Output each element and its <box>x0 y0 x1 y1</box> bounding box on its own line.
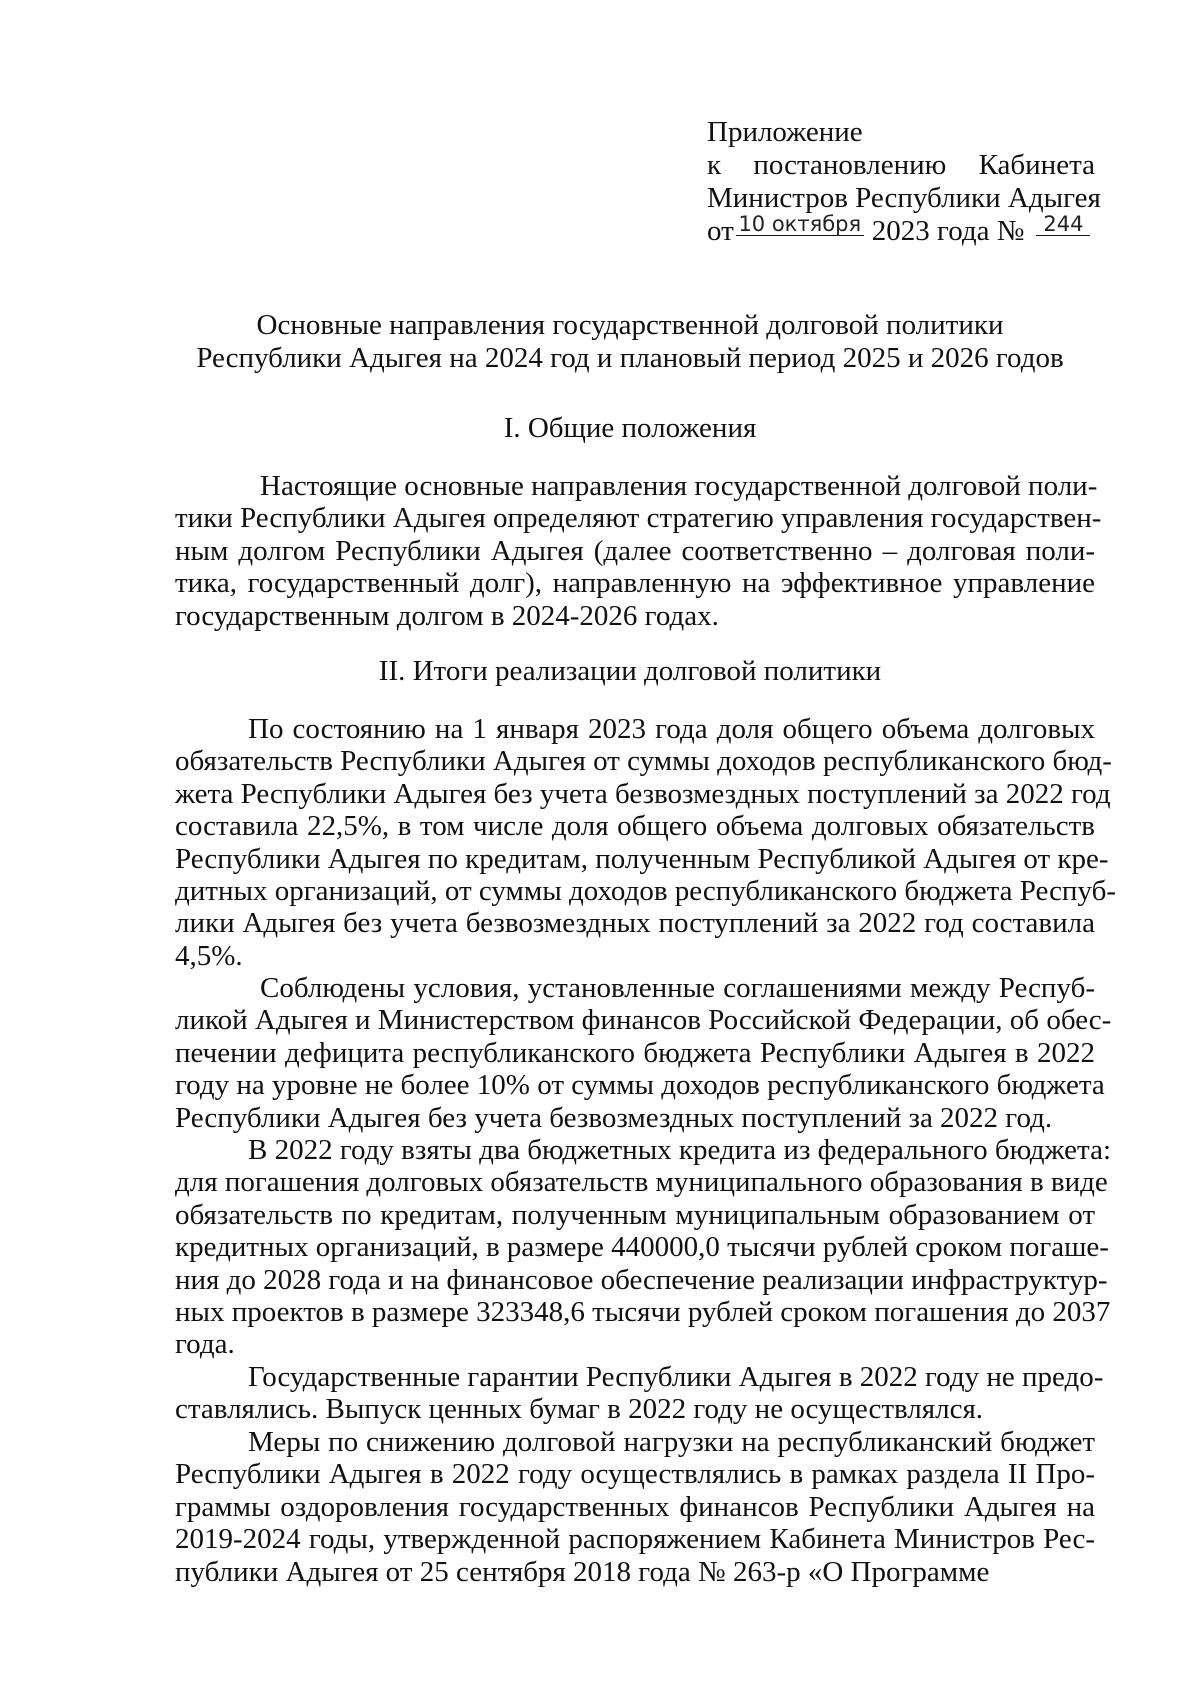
appendix-word-resolution: постановлению <box>753 149 947 181</box>
paragraph-line: печении дефицита республиканского бюджета Республики Адыгея в 2022 <box>175 1036 1095 1069</box>
paragraph-line: году на уровне не более 10% от суммы доходов республиканского бюджета <box>175 1069 1105 1102</box>
document-title <box>160 309 1100 375</box>
paragraph-line: тика, государственный долг), направленную на эффективное управление <box>175 567 1095 600</box>
paragraph-line: тики Республики Адыгея определяют стратегию управления государствен- <box>175 502 1102 535</box>
section-2-paragraph-5 <box>175 1426 1095 1588</box>
appendix-date-line <box>707 212 1095 248</box>
paragraph-line: ликой Адыгея и Министерством финансов Российской Федерации, об обес- <box>175 1004 1112 1037</box>
paragraph-line: обязательств по кредитам, полученным муниципальным образованием от <box>175 1198 1095 1231</box>
paragraph-line: Республики Адыгея в 2022 году осуществлялись в рамках раздела II Про- <box>175 1458 1095 1491</box>
paragraph-line: 4,5%. <box>175 939 243 972</box>
paragraph-line: года. <box>175 1328 235 1361</box>
paragraph-line: лики Адыгея без учета безвозмездных поступлений за 2022 год составила <box>175 907 1095 940</box>
paragraph-line: 2019-2024 годы, утвержденной распоряжением Кабинета Министров Рес- <box>175 1523 1095 1556</box>
paragraph-line: По состоянию на 1 января 2023 года доля общего объема долговых <box>248 713 1095 745</box>
title-line-1: Основные направления государственной долговой политики <box>256 309 1004 341</box>
handwritten-date: 10 октября <box>736 213 864 236</box>
appendix-reference-line <box>707 149 1095 182</box>
year-and-number-label: 2023 года № <box>871 215 1025 247</box>
paragraph-line: ния до 2028 года и на финансовое обеспечение реализации инфраструктур- <box>175 1263 1108 1296</box>
paragraph-line: жета Республики Адыгея без учета безвозмездных поступлений за 2022 год <box>175 777 1111 810</box>
paragraph-line: ных проектов в размере 323348,6 тысячи рублей сроком погашения до 2037 <box>175 1296 1111 1329</box>
section-2-heading: II. Итоги реализации долговой политики <box>378 655 882 687</box>
appendix-label: Приложение <box>707 116 863 148</box>
paragraph-line: для погашения долговых обязательств муниципального образования в виде <box>175 1166 1108 1199</box>
paragraph-line: кредитных организаций, в размере 440000,0 тысячи рублей сроком погаше- <box>175 1231 1109 1264</box>
paragraph-line: Меры по снижению долговой нагрузки на республиканский бюджет <box>248 1426 1095 1458</box>
section-2-paragraph-3 <box>175 1134 1112 1361</box>
section-2-paragraph-4 <box>175 1361 1104 1426</box>
paragraph-line: публики Адыгея от 25 сентября 2018 года № 263-р «О Программе <box>175 1555 990 1588</box>
paragraph-line: ным долгом Республики Адыгея (далее соответственно – долговая поли- <box>175 534 1095 567</box>
paragraph-line: Соблюдены условия, установленные соглашениями между Респуб- <box>260 972 1095 1004</box>
section-2-paragraph-2 <box>175 972 1112 1134</box>
paragraph-line: Республики Адыгея по кредитам, полученным Республикой Адыгея от кре- <box>175 842 1109 875</box>
appendix-ministers-line: Министров Республики Адыгея <box>707 182 1101 214</box>
paragraph-line: государственным долгом в 2024-2026 годах. <box>175 599 719 632</box>
title-line-2: Республики Адыгея на 2024 год и плановый период 2025 и 2026 годов <box>196 342 1064 374</box>
appendix-block <box>707 116 1101 248</box>
section-1-heading: I. Общие положения <box>503 412 757 444</box>
paragraph-line: граммы оздоровления государственных финансов Республики Адыгея на <box>175 1490 1095 1523</box>
appendix-word-k: к <box>707 149 722 181</box>
section-2-paragraph-1 <box>175 713 1116 972</box>
paragraph-line: ставлялись. Выпуск ценных бумаг в 2022 году не осуществлялся. <box>175 1393 984 1426</box>
paragraph-line: Государственные гарантии Республики Адыгея в 2022 году не предо- <box>248 1361 1104 1393</box>
date-prefix: от <box>707 215 734 247</box>
paragraph-line: Настоящие основные направления государственной долговой поли- <box>260 470 1098 502</box>
paragraph-line: дитных организаций, от суммы доходов республиканского бюджета Респуб- <box>175 875 1116 908</box>
paragraph-line: В 2022 году взяты два бюджетных кредита из федерального бюджета: <box>248 1134 1112 1166</box>
paragraph-line: составила 22,5%, в том числе доля общего объема долговых обязательств <box>175 810 1095 843</box>
appendix-word-cabinet: Кабинета <box>978 149 1095 181</box>
paragraph-line: обязательств Республики Адыгея от суммы доходов республиканского бюд- <box>175 745 1112 778</box>
handwritten-number: 244 <box>1036 213 1090 236</box>
section-1-paragraph-1 <box>175 470 1102 632</box>
paragraph-line: Республики Адыгея без учета безвозмездных поступлений за 2022 год. <box>175 1101 1053 1134</box>
